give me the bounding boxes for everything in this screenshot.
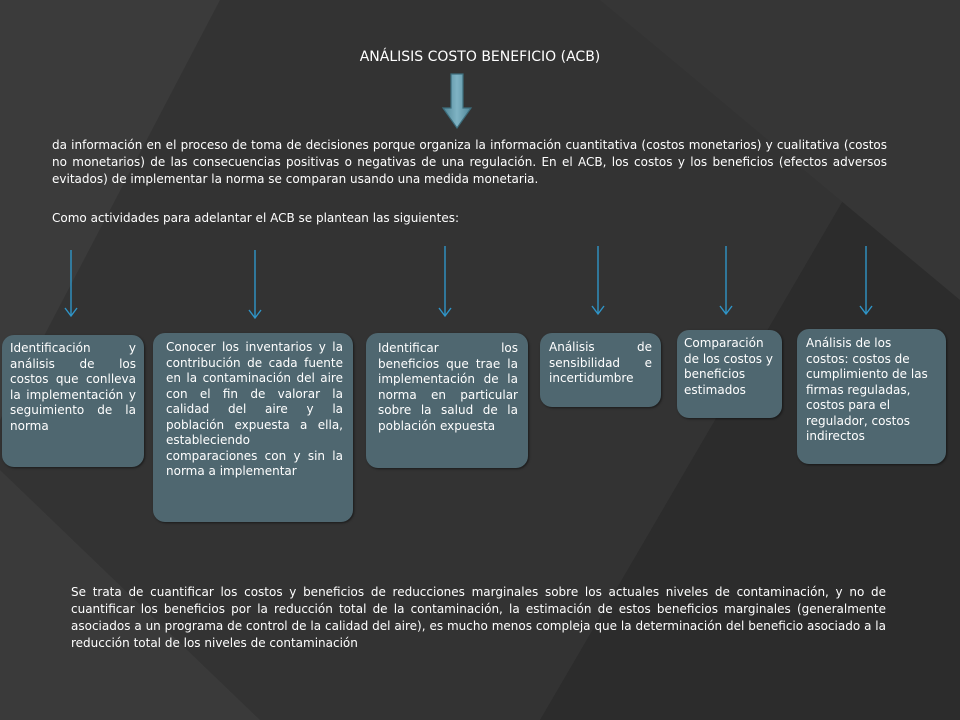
activity-box-costs: Identificación y análisis de los costos que conlleva la implementación y seguimiento de la norma [2,335,144,467]
arrow-down-icon [858,246,874,316]
down-arrow-icon [441,72,473,130]
activity-box-benefits: Identificar los beneficios que trae la implementación de la norma en particular sobre la salud de la población expuesta [366,333,528,468]
activity-box-inventories: Conocer los inventarios y la contribución de cada fuente en la contaminación del aire con el fin de valorar la calidad del aire y la población expuesta a ella, estableciendo comparaciones con y sin la norma a implementar [153,333,353,522]
arrow-down-icon [718,246,734,316]
activity-box-sensitivity: Análisis de sensibilidad e incertidumbre [540,333,661,407]
arrow-down-icon [590,246,606,316]
activities-intro: Como actividades para adelantar el ACB se plantean las siguientes: [52,211,459,225]
arrow-down-icon [247,250,263,320]
intro-paragraph: da información en el proceso de toma de decisiones porque organiza la información cuantitativa (costos monetarios) y cualitativa (costos no monetarios) de las consecuencias positivas o negativas de una regulación. En el ACB, los costos y los beneficios (efectos adversos evitados) de implementar la norma se comparan usando una medida monetaria. [52,138,887,186]
arrow-down-icon [63,250,79,318]
conclusion-paragraph: Se trata de cuantificar los costos y beneficios de reducciones marginales sobre los actuales niveles de contaminación, y no de cuantificar los beneficios por la reducción total de la contaminación, la estimación de estos beneficios marginales (generalmente asociados a un programa de control de la calidad del aire), es mucho menos compleja que la determinación del beneficio asociado a la reducción total de los niveles de contaminación [71,585,886,650]
arrow-down-icon [437,246,453,318]
activity-box-comparison: Comparación de los costos y beneficios estimados [677,330,782,418]
activity-box-cost-analysis: Análisis de los costos: costos de cumplimiento de las firmas reguladas, costos para el regulador, costos indirectos [797,329,946,464]
page-title: ANÁLISIS COSTO BENEFICIO (ACB) [359,49,601,65]
